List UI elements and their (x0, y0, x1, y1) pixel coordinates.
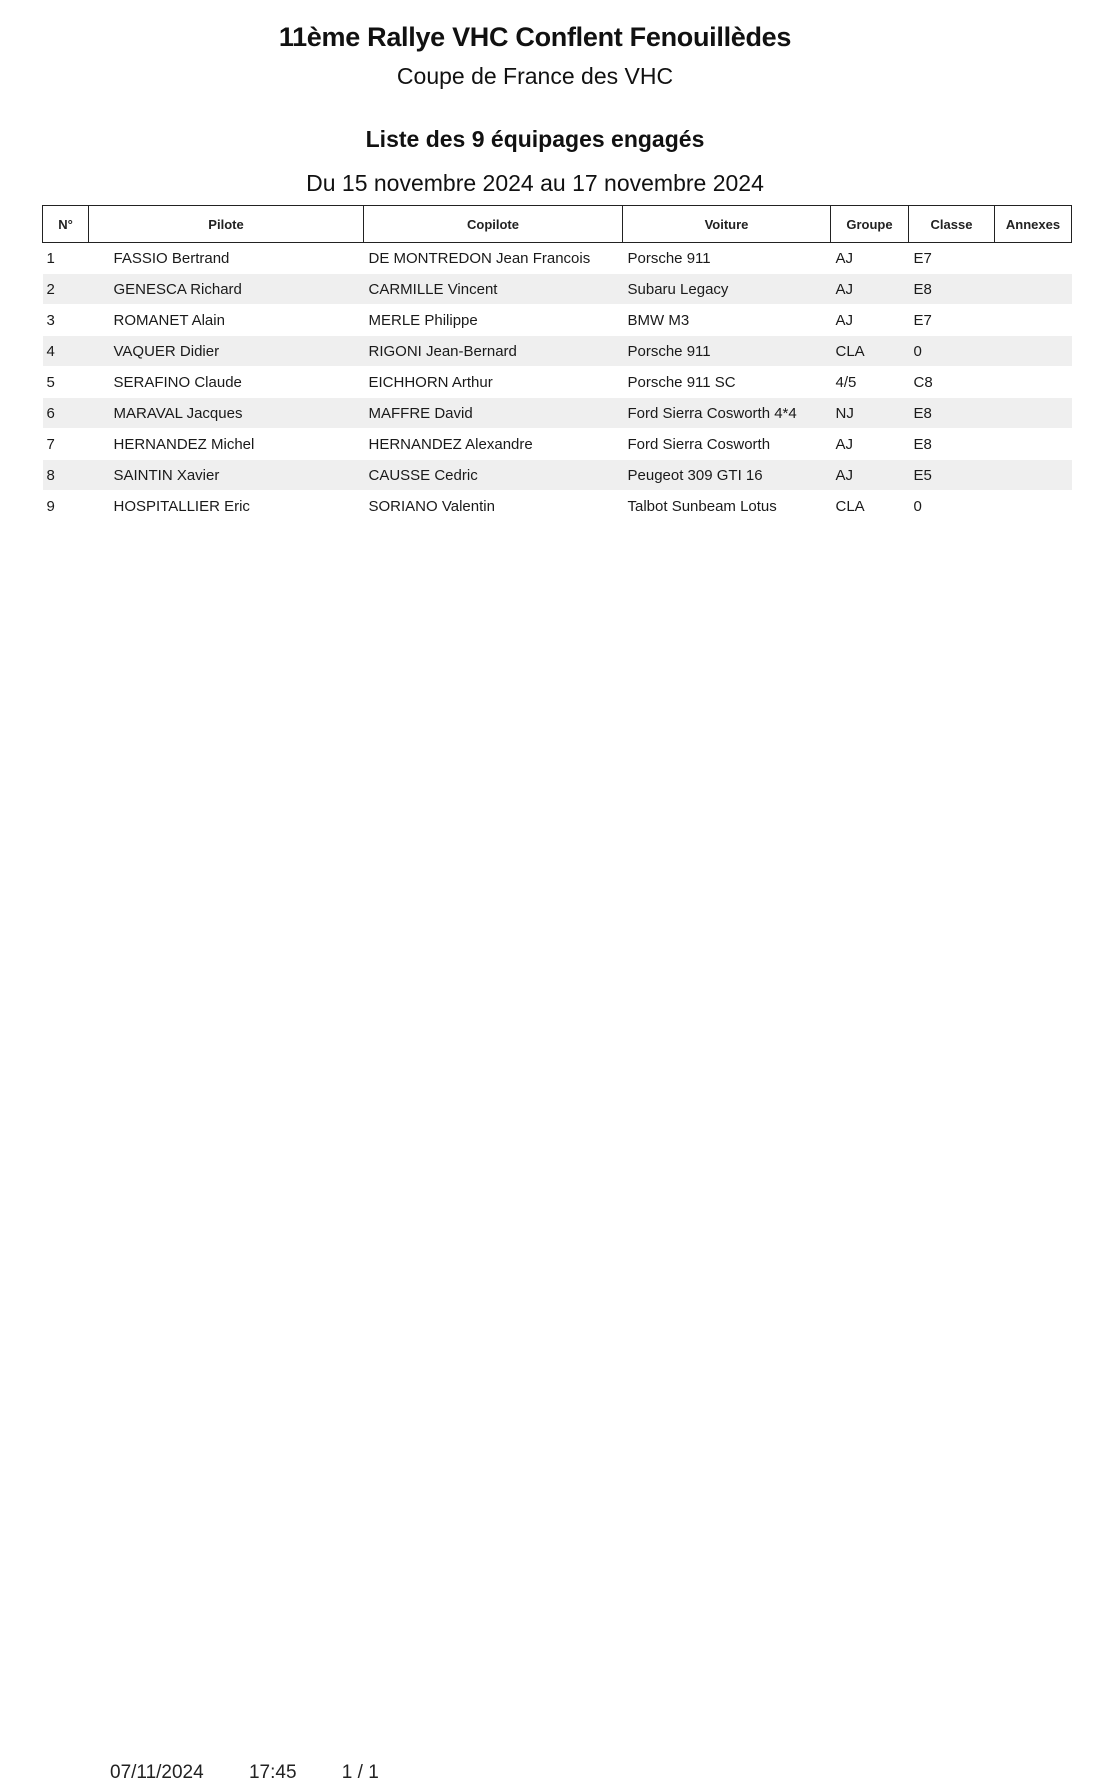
table-header-row (43, 206, 1072, 243)
cell-classe: C8 (909, 367, 995, 398)
cell-number: 8 (43, 460, 89, 491)
cell-voiture: Peugeot 309 GTI 16 (623, 460, 831, 491)
cell-copilote: MERLE Philippe (364, 305, 623, 336)
cell-number: 9 (43, 491, 89, 522)
cell-number: 4 (43, 336, 89, 367)
footer-time: 17:45 (248, 1762, 297, 1783)
event-dates: Du 15 novembre 2024 au 17 novembre 2024 (306, 170, 764, 196)
cell-classe: E8 (909, 398, 995, 429)
cell-copilote: CAUSSE Cedric (364, 460, 623, 491)
table-row (43, 305, 1072, 336)
list-title: Liste des 9 équipages engagés (365, 126, 705, 152)
cell-groupe: 4/5 (831, 367, 909, 398)
table-row (43, 274, 1072, 305)
footer-page-number: 1 / 1 (341, 1762, 379, 1783)
column-header-pilote: Pilote (89, 206, 364, 243)
table-row (43, 460, 1072, 491)
cell-voiture: Talbot Sunbeam Lotus (623, 491, 831, 522)
cell-classe: E5 (909, 460, 995, 491)
cell-groupe: AJ (831, 274, 909, 305)
cell-number: 1 (43, 243, 89, 274)
cell-copilote: CARMILLE Vincent (364, 274, 623, 305)
cell-number: 6 (43, 398, 89, 429)
cell-pilote: HERNANDEZ Michel (89, 429, 364, 460)
column-header-classe: Classe (909, 206, 995, 243)
cell-classe: E8 (909, 274, 995, 305)
cell-annexes (995, 429, 1072, 460)
cell-copilote: RIGONI Jean-Bernard (364, 336, 623, 367)
cell-annexes (995, 336, 1072, 367)
cell-classe: E8 (909, 429, 995, 460)
table-row (43, 367, 1072, 398)
column-header-number: N° (43, 206, 89, 243)
cell-voiture: Ford Sierra Cosworth (623, 429, 831, 460)
cell-copilote: MAFFRE David (364, 398, 623, 429)
footer-date: 07/11/2024 (110, 1762, 204, 1783)
cell-classe: 0 (909, 336, 995, 367)
cell-groupe: NJ (831, 398, 909, 429)
page-footer (110, 1762, 419, 1784)
cell-annexes (995, 460, 1072, 491)
cell-voiture: Porsche 911 SC (623, 367, 831, 398)
cell-annexes (995, 243, 1072, 274)
cell-pilote: VAQUER Didier (89, 336, 364, 367)
cell-classe: E7 (909, 305, 995, 336)
table-row (43, 398, 1072, 429)
cell-pilote: HOSPITALLIER Eric (89, 491, 364, 522)
cell-number: 7 (43, 429, 89, 460)
column-header-voiture: Voiture (623, 206, 831, 243)
cell-voiture: BMW M3 (623, 305, 831, 336)
document-subtitle: Coupe de France des VHC (396, 63, 674, 89)
cell-groupe: AJ (831, 305, 909, 336)
cell-copilote: EICHHORN Arthur (364, 367, 623, 398)
cell-voiture: Porsche 911 (623, 336, 831, 367)
cell-annexes (995, 274, 1072, 305)
column-header-groupe: Groupe (831, 206, 909, 243)
cell-annexes (995, 367, 1072, 398)
cell-pilote: FASSIO Bertrand (89, 243, 364, 274)
cell-voiture: Ford Sierra Cosworth 4*4 (623, 398, 831, 429)
cell-copilote: SORIANO Valentin (364, 491, 623, 522)
cell-groupe: CLA (831, 336, 909, 367)
cell-pilote: MARAVAL Jacques (89, 398, 364, 429)
cell-number: 3 (43, 305, 89, 336)
cell-pilote: SAINTIN Xavier (89, 460, 364, 491)
cell-voiture: Porsche 911 (623, 243, 831, 274)
cell-annexes (995, 305, 1072, 336)
cell-classe: E7 (909, 243, 995, 274)
cell-copilote: DE MONTREDON Jean Francois (364, 243, 623, 274)
entries-table (42, 205, 1072, 522)
cell-pilote: GENESCA Richard (89, 274, 364, 305)
table-row (43, 336, 1072, 367)
cell-number: 5 (43, 367, 89, 398)
document-title: 11ème Rallye VHC Conflent Fenouillèdes (278, 22, 792, 52)
table-row (43, 429, 1072, 460)
cell-voiture: Subaru Legacy (623, 274, 831, 305)
cell-annexes (995, 491, 1072, 522)
cell-pilote: SERAFINO Claude (89, 367, 364, 398)
cell-groupe: AJ (831, 460, 909, 491)
column-header-copilote: Copilote (364, 206, 623, 243)
cell-classe: 0 (909, 491, 995, 522)
cell-annexes (995, 398, 1072, 429)
cell-groupe: AJ (831, 243, 909, 274)
cell-groupe: AJ (831, 429, 909, 460)
cell-number: 2 (43, 274, 89, 305)
table-row (43, 243, 1072, 274)
cell-copilote: HERNANDEZ Alexandre (364, 429, 623, 460)
column-header-annexes: Annexes (995, 206, 1072, 243)
cell-pilote: ROMANET Alain (89, 305, 364, 336)
cell-groupe: CLA (831, 491, 909, 522)
table-row (43, 491, 1072, 522)
